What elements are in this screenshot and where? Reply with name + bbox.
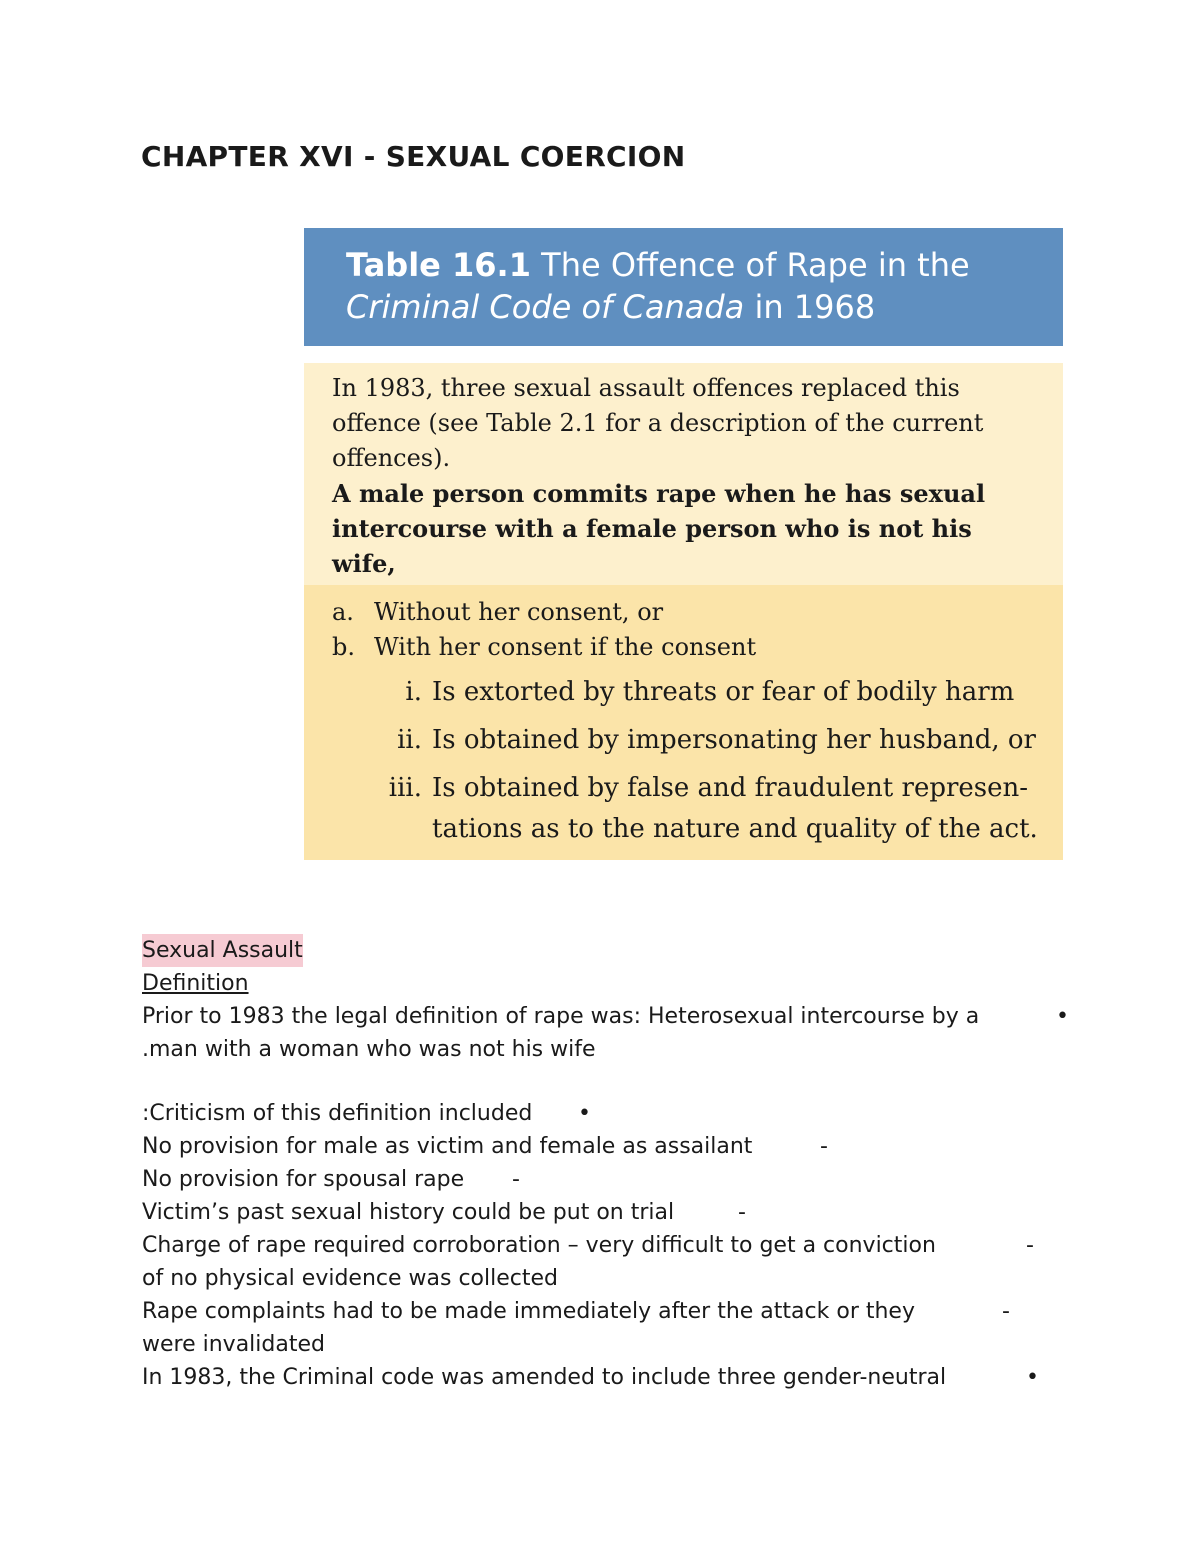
- section-heading: Sexual Assault: [142, 934, 303, 967]
- body-line: [142, 1000, 1082, 1033]
- body-line-text: .man with a woman who was not his wife: [142, 1037, 596, 1062]
- body-line: [142, 1229, 1082, 1262]
- body-line: [142, 1130, 1082, 1163]
- bullet-marker: •: [1056, 1004, 1069, 1029]
- body-text: [142, 934, 1082, 1394]
- body-line-text: Rape complaints had to be made immediately after the attack or they: [142, 1299, 915, 1324]
- item-label: a.: [332, 598, 354, 626]
- dash-marker: -: [1002, 1299, 1010, 1324]
- subitem-text: Is obtained by impersonating her husband, or: [432, 725, 1036, 755]
- table-title-part2: in 1968: [744, 288, 876, 326]
- body-line: [142, 1295, 1082, 1328]
- table-intro-line: In 1983, three sexual assault offences replaced this: [332, 374, 960, 402]
- body-line: [142, 1163, 1082, 1196]
- body-line-text: No provision for spousal rape: [142, 1167, 465, 1192]
- table-number: Table 16.1: [346, 246, 531, 284]
- table-conditions-panel: [304, 585, 1063, 860]
- dash-marker: -: [738, 1200, 746, 1225]
- table-item: [332, 630, 1043, 665]
- body-line: [142, 1097, 1082, 1130]
- dash-marker: -: [512, 1167, 520, 1192]
- subitem-text: Is extorted by threats or fear of bodily harm: [432, 677, 1015, 707]
- table-title-italic: Criminal Code of Canada: [346, 288, 745, 326]
- body-line-text: No provision for male as victim and female as assailant: [142, 1134, 753, 1159]
- body-line: [142, 1361, 1082, 1394]
- table-intro-line: offence (see Table 2.1 for a description of the current: [332, 409, 984, 437]
- table-title-part1: The Offence of Rape in the: [530, 246, 970, 284]
- item-text: With her consent if the consent: [374, 633, 757, 661]
- bullet-marker: •: [578, 1101, 591, 1126]
- body-line-text: Prior to 1983 the legal definition of rape was: Heterosexual intercourse by a: [142, 1004, 980, 1029]
- body-line-text: Charge of rape required corroboration – very difficult to get a conviction: [142, 1233, 936, 1258]
- table-header: [304, 228, 1063, 346]
- table-subitem: [380, 672, 1043, 713]
- subitem-label: iii.: [388, 773, 422, 803]
- table-definition-line: A male person commits rape when he has sexual: [332, 479, 986, 508]
- body-line-text: Victim’s past sexual history could be put on trial: [142, 1200, 675, 1225]
- body-line-text: In 1983, the Criminal code was amended to include three gender-neutral: [142, 1365, 947, 1390]
- body-line-text: of no physical evidence was collected: [142, 1266, 558, 1291]
- item-label: b.: [332, 633, 355, 661]
- body-line-text: :Criticism of this definition included: [142, 1101, 533, 1126]
- dash-marker: -: [1026, 1233, 1034, 1258]
- dash-marker: -: [820, 1134, 828, 1159]
- table-figure: [304, 228, 1063, 860]
- definition-subheading: Definition: [142, 971, 249, 996]
- body-line: [142, 1196, 1082, 1229]
- item-text: Without her consent, or: [374, 598, 664, 626]
- subheading-line: [142, 967, 1082, 1000]
- table-intro-line: offences).: [332, 444, 451, 472]
- table-definition-line: intercourse with a female person who is not his wife,: [332, 514, 972, 578]
- body-line: [142, 1033, 1082, 1066]
- body-line: [142, 1328, 1082, 1361]
- table-intro-panel: [304, 363, 1063, 585]
- body-line-text: were invalidated: [142, 1332, 325, 1357]
- table-subitem: [380, 768, 1043, 850]
- table-item: [332, 595, 1043, 630]
- table-subitem: [380, 720, 1043, 761]
- section-heading-line: [142, 934, 1082, 967]
- page-title: CHAPTER XVI - SEXUAL COERCION: [141, 140, 686, 173]
- subitem-text: Is obtained by false and fraudulent represen- tations as to the nature and quality of the act.: [432, 773, 1038, 844]
- body-line: [142, 1262, 1082, 1295]
- bullet-marker: •: [1026, 1365, 1039, 1390]
- subitem-label: ii.: [397, 725, 422, 755]
- subitem-label: i.: [405, 677, 422, 707]
